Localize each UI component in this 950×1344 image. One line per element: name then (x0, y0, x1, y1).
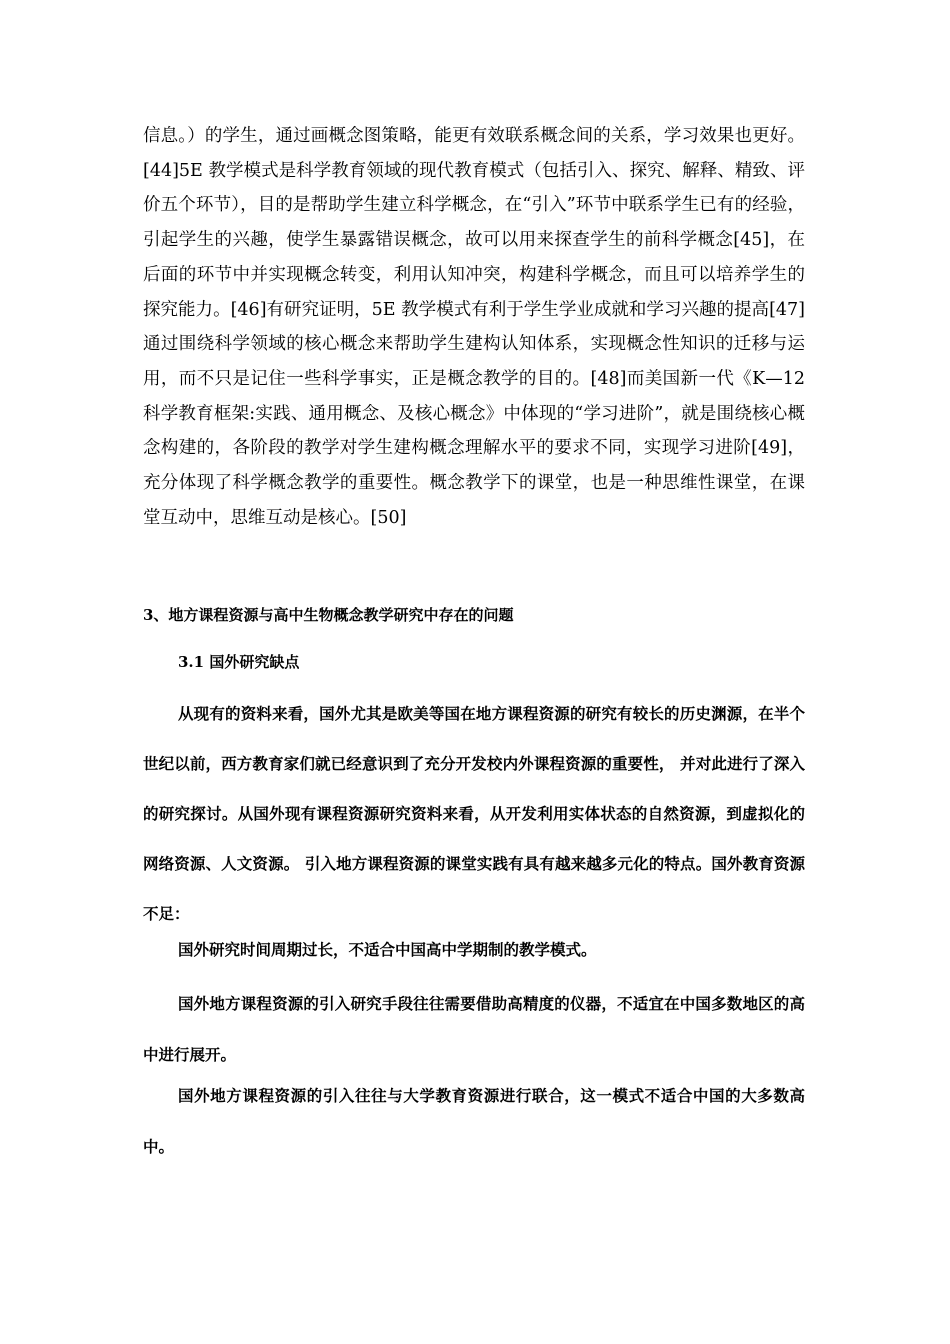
continuation-paragraph: 信息。）的学生，通过画概念图策略，能更有效联系概念间的关系，学习效果也更好。[44]5E 教学模式是科学教育领域的现代教育模式（包括引入、探究、解释、精致、评价五个环节），目的是帮助学生建立科学概念，在“引入”环节中联系学生已有的经验，引起学生的兴趣，使学生暴露错误概念，故可以用来探查学生的前科学概念[45]，在后面的环节中并实现概念转变，利用认知冲突，构建科学概念，而且可以培养学生的探究能力。[46]有研究证明，5E 教学模式有利于学生学业成就和学习兴趣的提高[47]通过围绕科学领域的核心概念来帮助学生建构认知体系，实现概念性知识的迁移与运用，而不只是记住一些科学事实，正是概念教学的目的。[48]而美国新一代《K—12 科学教育框架:实践、通用概念、及核心概念》中体现的“学习进阶”，就是围绕核心概念构建的，各阶段的教学对学生建构概念理解水平的要求不同，实现学习进阶[49]，充分体现了科学概念教学的重要性。概念教学下的课堂，也是一种思维性课堂，在课堂互动中，思维互动是核心。[50] (143, 126, 805, 528)
shortcoming-item: 国外地方课程资源的引入研究手段往往需要借助高精度的仪器，不适宜在中国多数地区的高中进行展开。 (143, 994, 805, 1064)
shortcoming-item: 国外地方课程资源的引入往往与大学教育资源进行联合，这一模式不适合中国的大多数高中。 (143, 1086, 805, 1156)
subsection-heading: 3.1 国外研究缺点 (178, 653, 300, 671)
shortcoming-item: 国外研究时间周期过长，不适合中国高中学期制的教学模式。 (178, 940, 597, 959)
subsection-paragraph: 从现有的资料来看，国外尤其是欧美等国在地方课程资源的研究有较长的历史渊源，在半个世纪以前，西方教育家们就已经意识到了充分开发校内外课程资源的重要性， 并对此进行了深入的研究探讨。从国外现有课程资源研究资料来看，从开发利用实体状态的自然资源，到虚拟化的网络资源、人文资源。 引入地方课程资源的课堂实践有具有越来越多元化的特点。国外教育资源不足： (143, 704, 805, 923)
section-heading: 3、地方课程资源与高中生物概念教学研究中存在的问题 (143, 606, 514, 624)
